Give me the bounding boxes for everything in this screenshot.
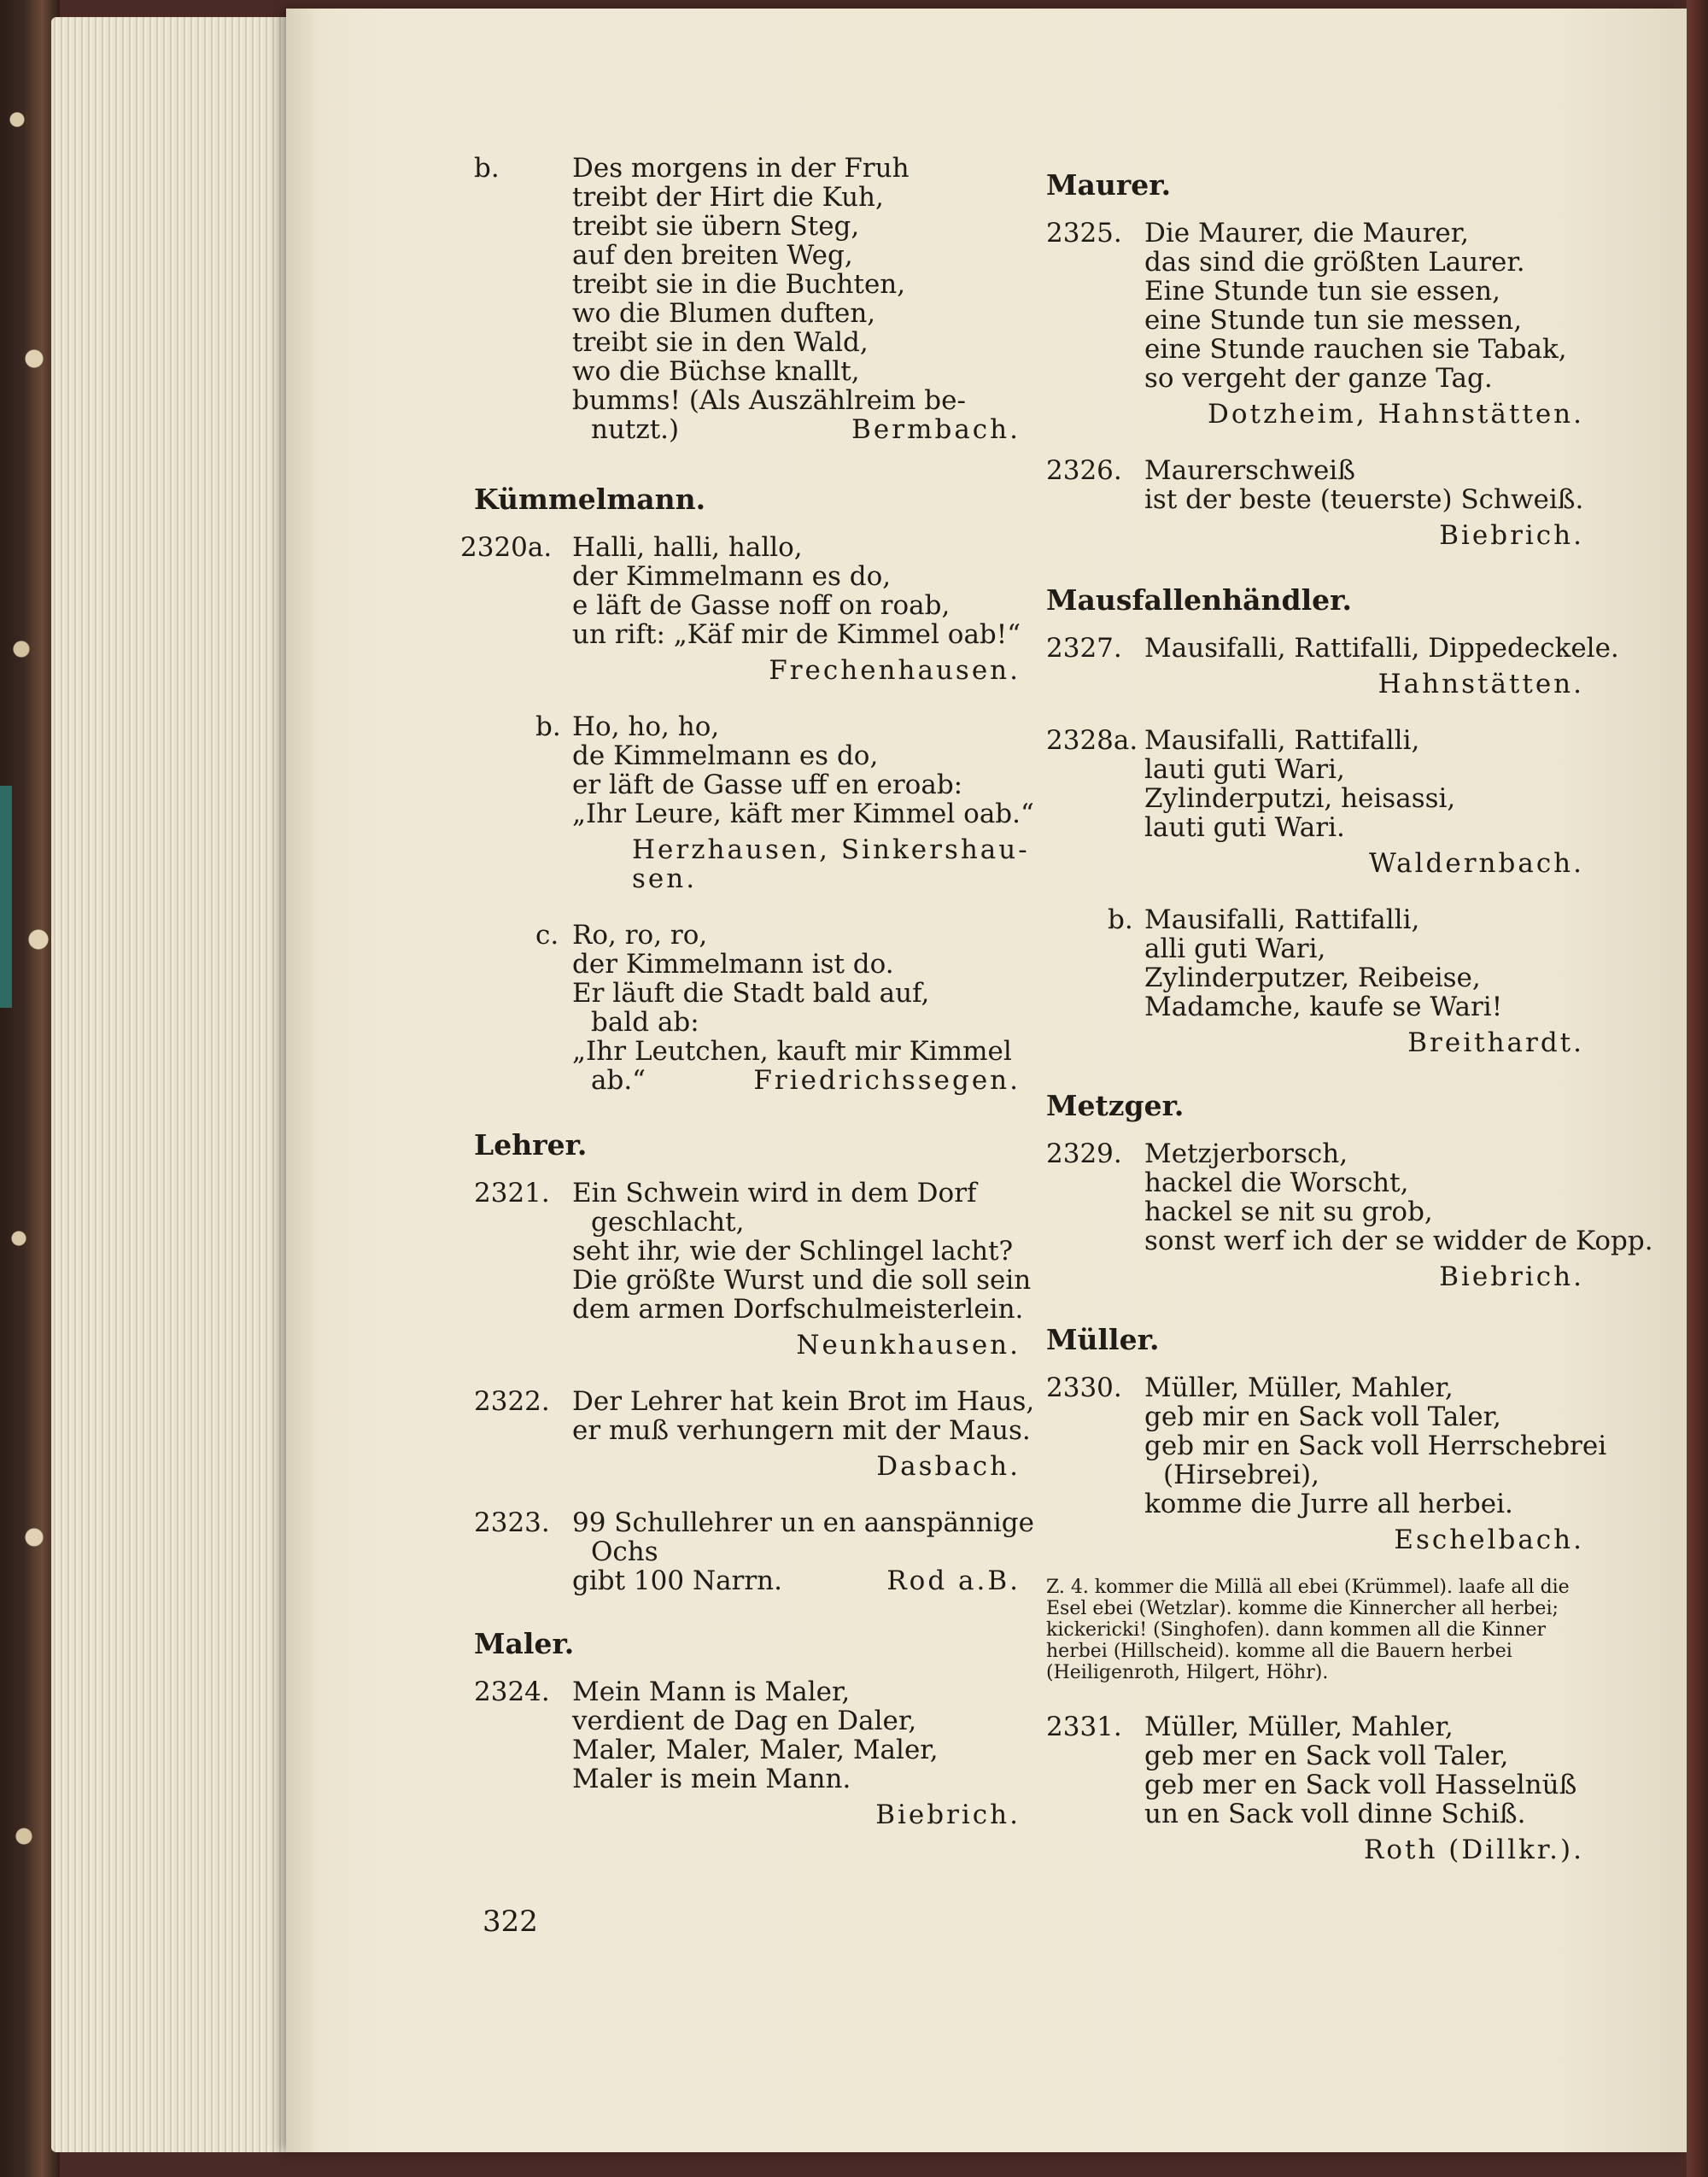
- section-heading-mausfallenhaendler: Mausfallenhändler.: [1046, 583, 1352, 617]
- verse-line: 99 Schullehrer un en aanspännige: [572, 1507, 1034, 1538]
- verse-line: eine Stunde tun sie messen,: [1144, 305, 1523, 336]
- verse-line: geb mer en Sack voll Taler,: [1144, 1741, 1509, 1771]
- verse-line: e läft de Gasse noff on roab,: [572, 590, 951, 621]
- verse-line: treibt sie in die Buchten,: [572, 269, 906, 300]
- entry-2320b: [474, 711, 1034, 894]
- verse-line: Mausifalli, Rattifalli,: [1144, 904, 1420, 935]
- entry-2325: [1046, 219, 1584, 429]
- entry-2329: [1046, 1138, 1653, 1292]
- section-heading-lehrer: Lehrer.: [474, 1128, 588, 1162]
- entry-number: 2323.: [474, 1507, 550, 1538]
- verse-line: Maler is mein Mann.: [572, 1764, 851, 1794]
- entry-number: c.: [535, 920, 559, 951]
- entry-2321: [474, 1178, 1032, 1361]
- verse-line: ist der beste (teuerste) Schweiß.: [1144, 484, 1584, 515]
- verse-line: Maler, Maler, Maler, Maler,: [572, 1735, 939, 1765]
- page-number: 322: [483, 1905, 538, 1939]
- entry-2319b: [474, 154, 1021, 444]
- verse-line: Metzjerborsch,: [1144, 1138, 1348, 1169]
- verse-line: treibt der Hirt die Kuh,: [572, 182, 884, 213]
- section-heading-metzger: Metzger.: [1046, 1089, 1184, 1122]
- entry-2323: [474, 1507, 1034, 1596]
- verse-line: Zylinderputzer, Reibeise,: [1144, 963, 1481, 993]
- entry-number: 2327.: [1046, 633, 1122, 664]
- verse-line: Ein Schwein wird in dem Dorf: [572, 1178, 977, 1208]
- entry-number: 2325.: [1046, 218, 1122, 249]
- entry-number: b.: [474, 153, 500, 184]
- verse-line: geb mer en Sack voll Hasselnüß: [1144, 1770, 1577, 1800]
- verse-line: seht ihr, wie der Schlingel lacht?: [572, 1236, 1014, 1267]
- entry-2320c: [474, 921, 1021, 1095]
- variant-note: Z. 4. kommer die Millä all ebei (Krümmel). laafe all die Esel ebei (Wetzlar). komme die Kinnercher all herbei; kickericki! (Singhofen). dann kommen all die Kinner herbei (Hillscheid). komme all die Bauern herbei (Heiligenroth, Hilgert, Höhr).: [1046, 1577, 1570, 1683]
- verse-line: geb mir en Sack voll Herrschebrei: [1144, 1431, 1607, 1461]
- entry-2328a: [1046, 726, 1584, 878]
- place-name: Friedrichssegen.: [753, 1065, 1021, 1096]
- verse-line: (Hirsebrei),: [1163, 1460, 1319, 1490]
- verse-line: wo die Büchse knallt,: [572, 356, 860, 387]
- entry-2330: [1046, 1372, 1607, 1555]
- entry-number: 2322.: [474, 1386, 550, 1417]
- verse-line: geschlacht,: [591, 1207, 745, 1238]
- verse-line: Die Maurer, die Maurer,: [1144, 218, 1470, 249]
- entry-number: 2328a.: [1046, 725, 1138, 756]
- entry-number: 2331.: [1046, 1712, 1122, 1742]
- place-name: Rod a.B.: [886, 1565, 1021, 1596]
- entry-2327: [1046, 633, 1619, 699]
- entry-2320a: [460, 532, 1021, 686]
- verse-line: Ro, ro, ro,: [572, 920, 708, 951]
- place-name: Hahnstätten.: [1378, 669, 1584, 699]
- entry-number: 2326.: [1046, 455, 1122, 486]
- verse-line: bald ab:: [591, 1007, 699, 1038]
- verse-line: „Ihr Leutchen, kauft mir Kimmel: [572, 1036, 1012, 1067]
- verse-line: hackel die Worscht,: [1144, 1168, 1409, 1198]
- page-edges: [51, 17, 299, 2152]
- bookmark-strip: [0, 786, 12, 1008]
- entry-number: 2330.: [1046, 1372, 1122, 1403]
- entry-number: 2320a.: [460, 532, 553, 563]
- entry-2331: [1046, 1712, 1584, 1864]
- verse-line: wo die Blumen duften,: [572, 298, 876, 329]
- verse-line: alli guti Wari,: [1144, 933, 1326, 964]
- verse-line: Halli, halli, hallo,: [572, 532, 803, 563]
- place-name: Frechenhausen.: [769, 655, 1021, 686]
- entry-number: b.: [1108, 904, 1133, 935]
- place-name: Biebrich.: [875, 1800, 1021, 1830]
- verse-line: lauti guti Wari,: [1144, 754, 1345, 785]
- verse-line: un en Sack voll dinne Schiß.: [1144, 1799, 1526, 1829]
- verse-line: Zylinderputzi, heisassi,: [1144, 783, 1456, 814]
- place-name: Biebrich.: [1439, 520, 1584, 551]
- verse-line: Der Lehrer hat kein Brot im Haus,: [572, 1386, 1035, 1417]
- verse-line: auf den breiten Weg,: [572, 240, 853, 271]
- verse-line: Mausifalli, Rattifalli, Dippedeckele.: [1144, 633, 1619, 664]
- verse-line: nutzt.): [591, 414, 680, 445]
- verse-line: der Kimmelmann ist do.: [572, 949, 894, 980]
- section-heading-kuemmelmann: Kümmelmann.: [474, 483, 706, 516]
- left-column: [460, 153, 1035, 1857]
- entry-2326: [1046, 456, 1584, 550]
- verse-line: das sind die größten Laurer.: [1144, 247, 1525, 278]
- place-name: Dotzheim, Hahnstätten.: [1207, 399, 1584, 430]
- section-heading-mueller: Müller.: [1046, 1323, 1160, 1356]
- verse-line: komme die Jurre all herbei.: [1144, 1489, 1513, 1519]
- verse-line: treibt sie in den Wald,: [572, 327, 869, 358]
- verse-line: ab.“: [591, 1065, 646, 1096]
- entry-2322: [474, 1386, 1035, 1482]
- verse-line: Müller, Müller, Mahler,: [1144, 1712, 1454, 1742]
- verse-line: Die größte Wurst und die soll sein: [572, 1265, 1032, 1296]
- verse-line: Des morgens in der Fruh: [572, 153, 910, 184]
- entry-number: 2321.: [474, 1178, 550, 1208]
- verse-line: de Kimmelmann es do,: [572, 740, 879, 771]
- verse-line: Maurerschweiß: [1144, 455, 1355, 486]
- entry-number: 2329.: [1046, 1138, 1122, 1169]
- verse-line: Mausifalli, Rattifalli,: [1144, 725, 1420, 756]
- verse-line: Mein Mann is Maler,: [572, 1677, 851, 1707]
- place-name: Herzhausen, Sinkershau-: [632, 834, 1030, 865]
- right-column: [1046, 154, 1653, 1892]
- verse-line: verdient de Dag en Daler,: [572, 1706, 917, 1736]
- verse-line: eine Stunde rauchen sie Tabak,: [1144, 334, 1567, 365]
- verse-line: er muß verhungern mit der Maus.: [572, 1415, 1031, 1446]
- verse-line: gibt 100 Narrn.: [572, 1565, 783, 1596]
- entry-2328b: [1046, 905, 1584, 1057]
- place-name: Waldernbach.: [1368, 848, 1584, 879]
- place-name: Biebrich.: [1439, 1261, 1584, 1292]
- verse-line: lauti guti Wari.: [1144, 812, 1345, 843]
- verse-line: so vergeht der ganze Tag.: [1144, 363, 1493, 394]
- verse-line: Müller, Müller, Mahler,: [1144, 1372, 1454, 1403]
- place-name: Bermbach.: [851, 414, 1021, 445]
- verse-line: er läft de Gasse uff en eroab:: [572, 770, 963, 800]
- section-heading-maler: Maler.: [474, 1627, 575, 1660]
- book-cover-edge: [1687, 0, 1708, 2177]
- place-name: sen.: [632, 863, 698, 894]
- place-name: Neunkhausen.: [796, 1330, 1021, 1361]
- verse-line: un rift: „Käf mir de Kimmel oab!“: [572, 619, 1021, 650]
- place-name: Dasbach.: [876, 1451, 1021, 1482]
- verse-line: Madamche, kaufe se Wari!: [1144, 992, 1503, 1022]
- entry-number: 2324.: [474, 1677, 550, 1707]
- entry-number: b.: [535, 711, 561, 742]
- place-name: Roth (Dillkr.).: [1364, 1835, 1584, 1865]
- entry-2324: [474, 1677, 1021, 1829]
- verse-line: treibt sie übern Steg,: [572, 211, 860, 242]
- verse-line: bumms! (Als Auszählreim be-: [572, 385, 966, 416]
- verse-line: geb mir en Sack voll Taler,: [1144, 1402, 1501, 1432]
- verse-line: Eine Stunde tun sie essen,: [1144, 276, 1500, 307]
- verse-line: Er läuft die Stadt bald auf,: [572, 978, 930, 1009]
- section-heading-maurer: Maurer.: [1046, 168, 1172, 202]
- verse-line: hackel se nit su grob,: [1144, 1197, 1433, 1227]
- place-name: Eschelbach.: [1394, 1524, 1584, 1555]
- verse-line: „Ihr Leure, käft mer Kimmel oab.“: [572, 799, 1034, 829]
- verse-line: der Kimmelmann es do,: [572, 561, 892, 592]
- verse-line: dem armen Dorfschulmeisterlein.: [572, 1294, 1024, 1325]
- verse-line: sonst werf ich der se widder de Kopp.: [1144, 1226, 1653, 1256]
- verse-line: Ochs: [591, 1536, 658, 1567]
- place-name: Breithardt.: [1407, 1027, 1584, 1058]
- verse-line: Ho, ho, ho,: [572, 711, 720, 742]
